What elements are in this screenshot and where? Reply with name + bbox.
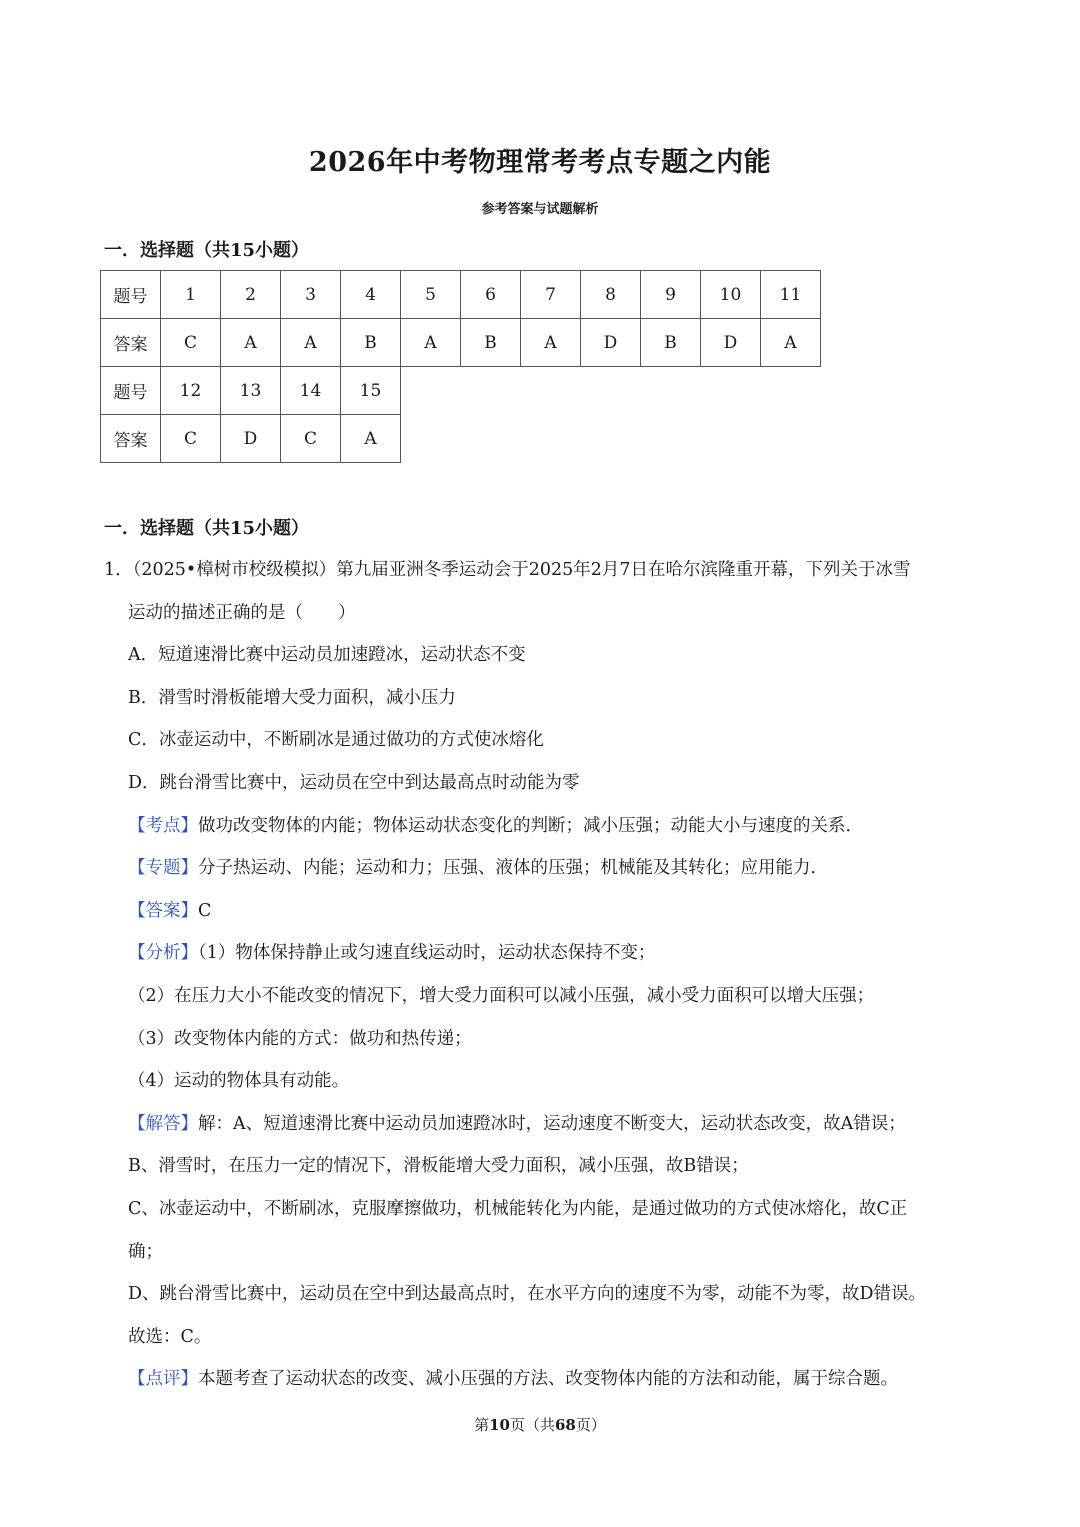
table-cell: 答案 (101, 319, 161, 367)
table-cell: A (761, 319, 821, 367)
table-cell: A (281, 319, 341, 367)
table-cell: 7 (521, 271, 581, 319)
jieda-text: 解：A、短道速滑比赛中运动员加速蹬冰时，运动速度不断变大，运动状态改变，故A错误； (198, 1113, 906, 1134)
daan-text: C (198, 900, 212, 921)
daan-line (104, 890, 994, 933)
table-cell: A (521, 319, 581, 367)
table-cell: D (701, 319, 761, 367)
table-cell: 12 (161, 367, 221, 415)
jieda-line-5: D、跳台滑雪比赛中，运动员在空中到达最高点时，在水平方向的速度不为零，动能不为零，故D错误。 (128, 1284, 927, 1305)
footer-mid: 页（共 (509, 1416, 555, 1434)
option-d: D．跳台滑雪比赛中，运动员在空中到达最高点时动能为零 (128, 772, 580, 793)
table-cell: 14 (281, 367, 341, 415)
kaodian-text: 做功改变物体的内能；物体运动状态变化的判断；减小压强；动能大小与速度的关系． (198, 815, 863, 836)
table-cell: B (461, 319, 521, 367)
footer-page-number: 10 (489, 1416, 510, 1434)
dianping-tag: 【点评】 (128, 1369, 198, 1390)
question-1 (104, 549, 994, 1401)
footer-suffix: 页） (575, 1416, 606, 1434)
table-cell: 3 (281, 271, 341, 319)
option-c: C．冰壶运动中，不断刷冰是通过做功的方式使冰熔化 (128, 730, 544, 751)
page-title: 2026年中考物理常考考点专题之内能 (308, 147, 772, 178)
zhuanti-tag: 【专题】 (128, 858, 198, 879)
table-cell: 答案 (101, 415, 161, 463)
option-b: B．滑雪时滑板能增大受力面积，减小压力 (128, 687, 456, 708)
daan-tag: 【答案】 (128, 900, 198, 921)
jieda-line-6: 故选：C。 (128, 1326, 212, 1347)
table-cell: 8 (581, 271, 641, 319)
table-cell: 15 (341, 367, 401, 415)
table-cell: D (221, 415, 281, 463)
table-cell: C (161, 319, 221, 367)
zhuanti-text: 分子热运动、内能；运动和力；压强、液体的压强；机械能及其转化；应用能力． (198, 858, 828, 879)
fenxi-line-4: （4）运动的物体具有动能。 (128, 1071, 350, 1092)
jieda-line-2: B、滑雪时，在压力一定的情况下，滑板能增大受力面积，减小压强，故B错误； (128, 1156, 749, 1177)
section-heading-questions: 一．选择题（共15小题） (104, 518, 310, 539)
fenxi-line-3: （3）改变物体内能的方式：做功和热传递； (128, 1028, 472, 1049)
jieda-tag: 【解答】 (128, 1113, 198, 1134)
jieda-line (104, 1103, 994, 1146)
footer-prefix: 第 (474, 1416, 490, 1434)
table-row (101, 367, 401, 415)
fenxi-line (104, 932, 994, 975)
table-row (101, 271, 821, 319)
table-cell: A (221, 319, 281, 367)
kaodian-tag: 【考点】 (128, 815, 198, 836)
table-cell: 题号 (101, 367, 161, 415)
dianping-text: 本题考查了运动状态的改变、减小压强的方法、改变物体内能的方法和动能，属于综合题。 (198, 1369, 898, 1390)
jieda-line-4: 确； (128, 1241, 163, 1262)
table-cell: 5 (401, 271, 461, 319)
table-cell: 2 (221, 271, 281, 319)
table-cell: 题号 (101, 271, 161, 319)
answer-table-1 (100, 270, 821, 367)
table-cell: A (341, 415, 401, 463)
answer-table-2 (100, 366, 401, 463)
table-cell: 11 (761, 271, 821, 319)
table-cell: B (341, 319, 401, 367)
jieda-line-3: C、冰壶运动中，不断刷冰，克服摩擦做功，机械能转化为内能，是通过做功的方式使冰熔化，故C正 (128, 1198, 908, 1219)
dianping-line (104, 1358, 994, 1401)
fenxi-text: （1）物体保持静止或匀速直线运动时，运动状态保持不变； (198, 943, 656, 964)
section-heading-answers: 一．选择题（共15小题） (104, 240, 310, 261)
table-row (101, 415, 401, 463)
fenxi-line-2: （2）在压力大小不能改变的情况下，增大受力面积可以减小压强，减小受力面积可以增大压强； (128, 985, 875, 1006)
table-cell: 1 (161, 271, 221, 319)
table-row (101, 319, 821, 367)
question-stem: 1．（2025•樟树市校级模拟）第九届亚洲冬季运动会于2025年2月7日在哈尔滨隆重开幕，下列关于冰雪 (104, 560, 911, 580)
table-cell: 4 (341, 271, 401, 319)
page-footer (0, 1414, 1080, 1435)
table-cell: A (401, 319, 461, 367)
question-stem-cont: 运动的描述正确的是（ ） (128, 602, 356, 623)
kaodian-line (104, 805, 994, 848)
zhuanti-line (104, 847, 994, 890)
table-cell: 6 (461, 271, 521, 319)
page-subtitle: 参考答案与试题解析 (481, 202, 599, 217)
table-cell: B (641, 319, 701, 367)
option-a: A．短道速滑比赛中运动员加速蹬冰，运动状态不变 (128, 645, 526, 666)
footer-total-pages: 68 (555, 1416, 576, 1434)
table-cell: C (161, 415, 221, 463)
table-cell: D (581, 319, 641, 367)
fenxi-tag: 【分析】 (128, 943, 198, 964)
table-cell: 10 (701, 271, 761, 319)
table-cell: 13 (221, 367, 281, 415)
table-cell: C (281, 415, 341, 463)
table-cell: 9 (641, 271, 701, 319)
